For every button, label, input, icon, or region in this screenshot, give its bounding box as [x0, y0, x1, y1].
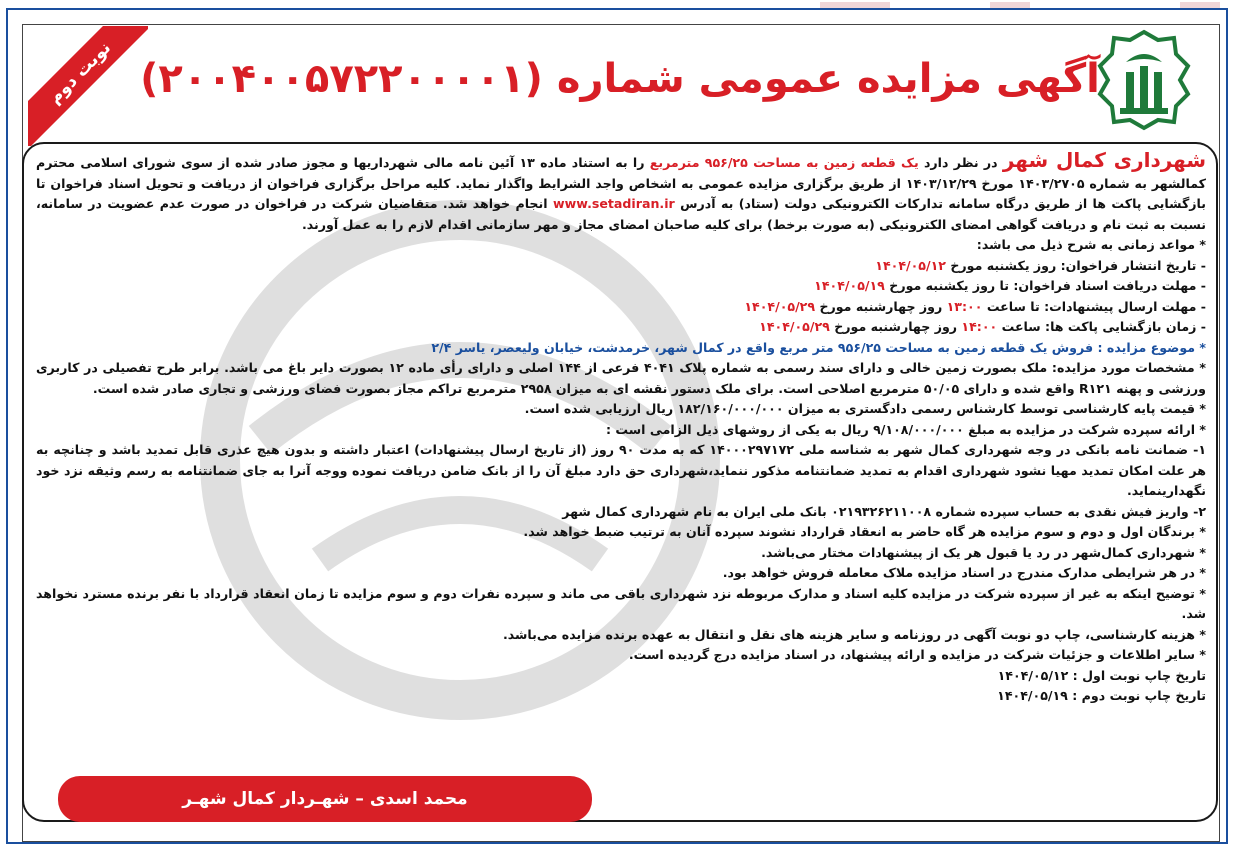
condition-paragraph: * توضیح اینکه به غیر از سپرده شرکت در مزایده کلیه اسناد و مدارک مربوطه نزد شهرداری باقی می ماند و سپرده نفرات دوم و سوم مزایده تا زمان انعقاد قرارداد با نفر برنده مسترد نخواهد شد.	[36, 585, 1206, 621]
mayor-signature: محمد اسدی – شهـردار کمال شهـر	[58, 776, 592, 822]
print-date-first: تاریخ چاپ نوبت اول : ۱۴۰۴/۰۵/۱۲	[997, 667, 1206, 683]
municipality-emblem-icon	[1096, 28, 1192, 132]
intro-text-1: در نظر دارد	[923, 155, 998, 170]
print-date-second: تاریخ چاپ نوبت دوم : ۱۴۰۴/۰۵/۱۹	[997, 688, 1206, 703]
schedule-item	[36, 276, 1206, 297]
edition-ribbon	[28, 26, 148, 146]
notice-text	[36, 150, 1206, 762]
condition-paragraph: * سایر اطلاعات و جزئیات شرکت در مزایده و ارائه پیشنهاد، در اسناد مزایده درج گردیده است.	[628, 647, 1206, 662]
setad-link[interactable]: www.setadiran.ir	[552, 196, 675, 211]
schedule-label: - زمان بازگشایی پاکت ها: ساعت	[1001, 319, 1206, 334]
org-name: شهرداری کمال شهر	[1002, 148, 1207, 172]
schedule-label: روز چهارشنبه مورخ	[834, 319, 958, 334]
condition-paragraph: * شهرداری کمال‌شهر در رد یا قبول هر یک از پیشنهادات مختار می‌باشد.	[761, 544, 1206, 560]
condition-paragraph: ۱- ضمانت نامه بانکی در وجه شهرداری کمال شهر به شناسه ملی ۱۴۰۰۰۲۹۷۱۷۲ که به مدت ۹۰ روز (از تاریخ ارسال پیشنهادات) اعتبار داشته و بدون هیچ عذری قابل تمدید باشد و چنانچه به هر علت امکان تمدید مهیا نشود شهرداری اقدام به تمدید ضمانتنامه مذکور ننماید،شهرداری حق دارد مبلغ آن را از بانک ضامن دریافت نموده ووجه آنرا به جای ضمانتنامه به رسم وثیقه نزد خود نگهدارینماید.	[36, 442, 1206, 498]
notice-title: آگهی مزایده عمومی شماره (۲۰۰۴۰۰۵۷۲۲۰۰۰۰۱)	[140, 56, 1100, 102]
schedule-value: ۱۴۰۴/۰۵/۲۹	[759, 319, 830, 334]
schedule-label: - مهلت دریافت اسناد فراخوان: تا روز یکشنبه مورخ	[889, 278, 1206, 293]
condition-paragraph: ۲- واریز فیش نقدی به حساب سپرده شماره ۰۲۱۹۳۲۶۲۱۱۰۰۸ بانک ملی ایران به نام شهرداری کمال شهر	[562, 503, 1206, 519]
notice-header	[30, 22, 1210, 134]
schedule-label: - تاریخ انتشار فراخوان: روز یکشنبه مورخ	[950, 257, 1206, 273]
condition-paragraph: * برندگان اول و دوم و سوم مزایده هر گاه حاضر به انعقاد قرارداد نشوند سپرده آنان به ترتیب ضبط خواهد شد.	[523, 524, 1206, 539]
subject-line	[36, 338, 1206, 359]
intro-text-2: را به استناد ماده ۱۳ آئین نامه مالی شهرداریها و مجوز صادر شده از سوی شورای اسلامی محترم کمالشهر به شماره ۱۴۰۳/۲۷۰۵ مورخ ۱۴۰۳/۱۲/۲۹ از طریق برگزاری مزایده عمومی به اشخاص واجد الشرایط واگذار نماید. کلیه مراحل برگزاری فراخوان از دریافت و تحویل اسناد فراخوان تا بازگشایی پاکت ها از طریق درگاه سامانه تدارکات الکترونیکی دولت (ستاد) به آدرس	[36, 155, 1207, 211]
intro-text-3: انجام خواهد شد. متقاضیان شرکت در فراخوان در صورت عدم عضویت در سامانه، نسبت به ثبت نام و دریافت گواهی امضای الکترونیکی (به صورت برخط) برای کلیه صاحبان امضای مجاز و مهر سازمانی اقدام لازم را به عمل آورند.	[36, 196, 1206, 232]
schedule-label: روز چهارشنبه مورخ	[819, 298, 943, 314]
intro-paragraph	[36, 150, 1206, 235]
schedule-value: ۱۴:۰۰	[961, 319, 998, 334]
schedule-item	[36, 297, 1206, 318]
schedule-value: ۱۳:۰۰	[946, 298, 983, 314]
schedule-item	[36, 256, 1206, 277]
condition-paragraph: * قیمت پایه کارشناسی توسط کارشناس رسمی دادگستری به میزان ۱۸۲/۱۶۰/۰۰۰/۰۰۰ ریال ارزیابی شده است.	[524, 401, 1206, 416]
subject-label: * موضوع مزایده :	[1097, 339, 1206, 355]
condition-paragraph: * مشخصات مورد مزایده: ملک بصورت زمین خالی و دارای سند رسمی به شماره پلاک ۴۰۴۱ فرعی از ۱۴۴ اصلی و دارای رأی ماده ۱۲ بصورت دایر باغ می باشد. برابر طرح تفصیلی در کاربری ورزشی و پهنه R۱۲۱ واقع شده و دارای ۵۰/۰۵ مترمربع اصلاحی است. برای ملک دستور نقشه ای به میزان ۲۹۵۸ مترمربع تراکم مجاز بصورت فضای ورزشی و تجاری صادر شده است.	[36, 360, 1206, 396]
edition-ribbon-label: نوبت دوم	[28, 26, 148, 146]
schedule-value: ۱۴۰۴/۰۵/۲۹	[744, 298, 816, 314]
condition-paragraph: * ارائه سپرده شرکت در مزایده به مبلغ ۹/۱۰۸/۰۰۰/۰۰۰ ریال به یکی از روشهای ذیل الزامی است :	[606, 421, 1206, 437]
schedule-item	[36, 317, 1206, 338]
schedule-value: ۱۴۰۴/۰۵/۱۹	[814, 278, 885, 293]
subject-text: فروش یک قطعه زمین به مساحت ۹۵۶/۲۵ متر مربع واقع در کمال شهر، خرمدشت، خیابان ولیعصر، یاسر ۲/۴	[431, 339, 1094, 355]
condition-paragraph: * در هر شرایطی مدارک مندرج در اسناد مزایده ملاک معامله فروش خواهد بود.	[722, 565, 1206, 580]
schedule-heading: * مواعد زمانی به شرح ذیل می باشد:	[976, 237, 1206, 252]
intro-highlight: یک قطعه زمین به مساحت ۹۵۶/۲۵ مترمربع	[649, 155, 919, 170]
condition-paragraph: * هزینه کارشناسی، چاپ دو نوبت آگهی در روزنامه و سایر هزینه های نقل و انتقال به عهده برنده مزایده می‌باشد.	[502, 626, 1206, 642]
schedule-label: - مهلت ارسال پیشنهادات: تا ساعت	[986, 298, 1206, 314]
schedule-value: ۱۴۰۴/۰۵/۱۲	[875, 257, 946, 273]
